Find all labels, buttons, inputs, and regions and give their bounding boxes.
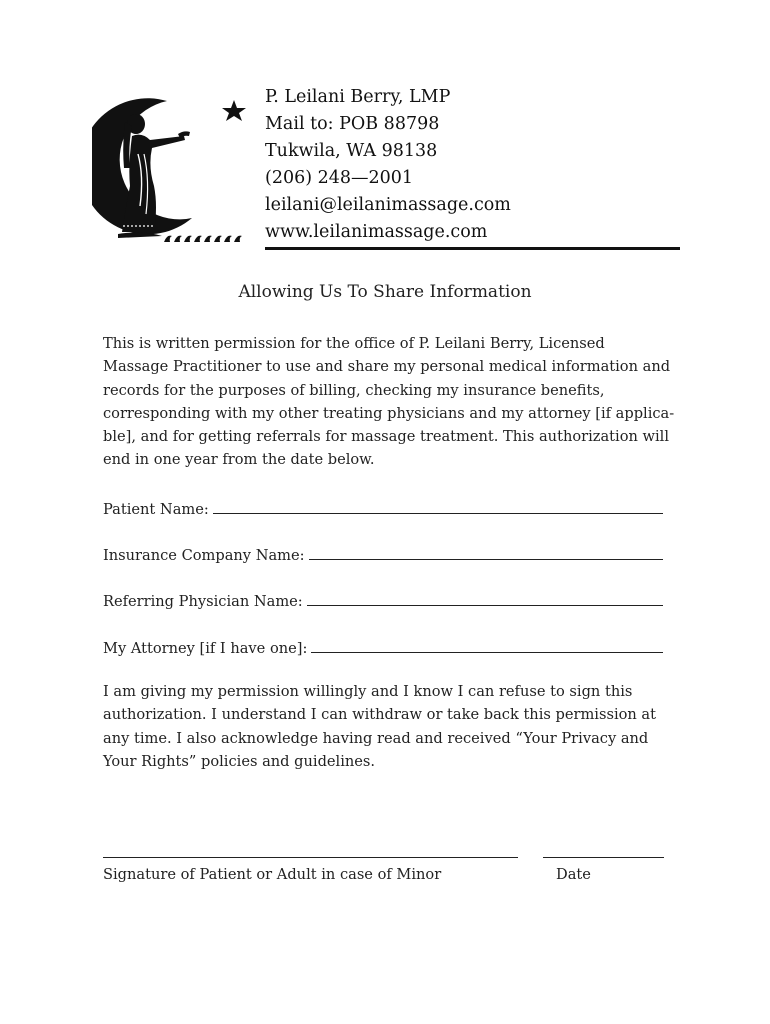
paragraph-line: authorization. I understand I can withdraw or take back this permission at <box>103 706 656 724</box>
letterhead-contact <box>265 84 511 246</box>
referring-physician-line[interactable] <box>307 605 663 606</box>
document-title: Allowing Us To Share Information <box>238 282 532 302</box>
attorney-field[interactable] <box>103 633 663 657</box>
signature-label: Signature of Patient or Adult in case of Minor <box>103 866 442 883</box>
date-label: Date <box>556 866 591 883</box>
attorney-label: My Attorney [if I have one]: <box>103 640 308 657</box>
patient-name-label: Patient Name: <box>103 501 209 518</box>
insurance-company-field[interactable] <box>103 540 663 564</box>
signature-line[interactable] <box>103 857 518 858</box>
paragraph-line: Massage Practitioner to use and share my personal medical information and <box>103 358 671 376</box>
header-divider <box>265 247 680 250</box>
authorization-paragraph <box>103 332 678 472</box>
paragraph-line: I am giving my permission willingly and I know I can refuse to sign this <box>103 683 633 700</box>
referring-physician-label: Referring Physician Name: <box>103 593 303 610</box>
paragraph-line: This is written permission for the office of P. Leilani Berry, Licensed <box>103 335 605 352</box>
star-icon <box>222 100 246 121</box>
insurance-company-label: Insurance Company Name: <box>103 547 305 564</box>
mailing-address: Mail to: POB 88798 <box>265 114 440 134</box>
email-address: leilani@leilanimassage.com <box>265 195 511 215</box>
consent-paragraph <box>103 680 678 773</box>
attorney-line[interactable] <box>311 652 663 653</box>
patient-name-field[interactable] <box>103 494 663 518</box>
patient-name-line[interactable] <box>213 513 663 514</box>
paragraph-line: end in one year from the date below. <box>103 451 375 469</box>
paragraph-line: corresponding with my other treating physicians and my attorney [if applica- <box>103 404 675 422</box>
website-url: www.leilanimassage.com <box>265 222 488 242</box>
phone-number: (206) 248—2001 <box>265 168 414 188</box>
paragraph-line: ble], and for getting referrals for massage treatment. This authorization will <box>103 428 670 446</box>
insurance-company-line[interactable] <box>309 559 663 560</box>
date-line[interactable] <box>543 857 664 858</box>
city-state-zip: Tukwila, WA 98138 <box>265 141 438 161</box>
referring-physician-field[interactable] <box>103 586 663 610</box>
paragraph-line: records for the purposes of billing, checking my insurance benefits, <box>103 381 605 399</box>
crescent-moon-logo-icon <box>92 96 252 246</box>
paragraph-line: any time. I also acknowledge having read and received “Your Privacy and <box>103 729 649 747</box>
practitioner-name: P. Leilani Berry, LMP <box>265 87 451 107</box>
paragraph-line: Your Rights” policies and guidelines. <box>103 752 376 770</box>
